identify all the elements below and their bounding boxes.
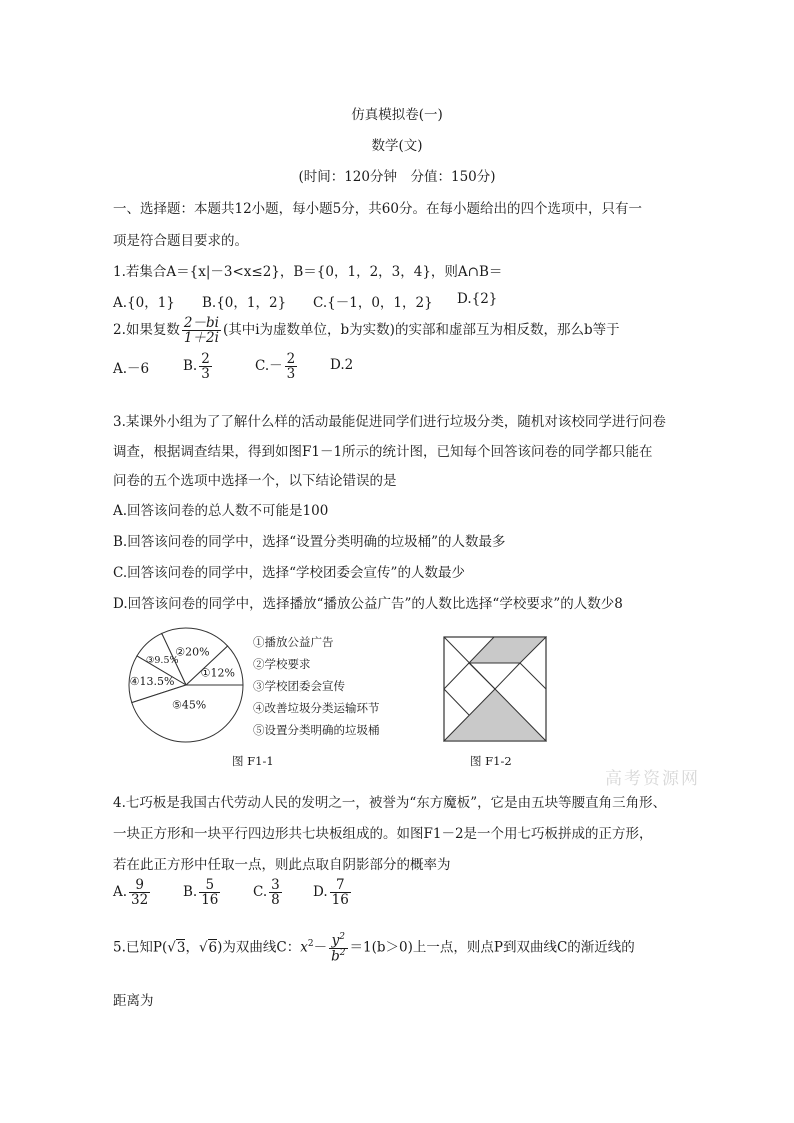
q3-line2: 调查，根据调查结果，得到如图F1－1所示的统计图，已知每个回答该问卷的同学都只能在 [113, 444, 653, 460]
q4-d-num: 7 [330, 878, 351, 893]
q4-b-num: 5 [199, 878, 220, 893]
q2-option-c-label: C.－ [255, 358, 283, 375]
q4-a-num: 9 [129, 878, 150, 893]
q4-c-num: 3 [271, 877, 280, 893]
pie-label-5: ⑤45% [171, 698, 207, 712]
q4-line2: 一块正方形和一块平行四边形共七块板组成的。如图F1－2是一个用七巧板拼成的正方形， [113, 826, 653, 842]
q4-b-frac [199, 878, 220, 907]
q4-b-den: 16 [201, 892, 219, 909]
pie-label-3: ③9.5% [145, 654, 179, 666]
q3-option-b: B.回答该问卷的同学中，选择“设置分类明确的垃圾桶”的人数最多 [113, 534, 506, 550]
q5-line2: 距离为 [113, 993, 154, 1009]
q5-y-exp: 2 [339, 932, 345, 942]
q2-c-num: 2 [286, 351, 296, 367]
figure2-caption: 图 F1-2 [470, 754, 512, 768]
q2-option-c [255, 352, 299, 381]
q2-b-den: 3 [201, 366, 210, 383]
q3-option-c: C.回答该问卷的同学中，选择“学校团委会宣传”的人数最少 [113, 565, 465, 581]
q4-d-frac [330, 878, 351, 907]
q4-line3: 若在此正方形中任取一点，则此点取自阴影部分的概率为 [113, 857, 451, 873]
section-heading-line2: 项是符合题目要求的。 [113, 233, 248, 249]
subject-title: 数学(文) [371, 138, 423, 154]
pie-label-2: ②20% [175, 645, 210, 659]
pie-label-4: ④13.5% [129, 675, 175, 689]
q2-option-c-frac [285, 352, 298, 381]
q2-option-a: A.－6 [113, 361, 150, 377]
q2-frac-den: 1＋2i [183, 330, 219, 347]
q4-d-den: 16 [331, 892, 349, 909]
legend-item-3: ③学校团委会宣传 [253, 679, 345, 693]
q5-frac-den [329, 949, 347, 964]
pie-chart [118, 626, 258, 746]
q5-x-exp: 2 [307, 939, 314, 950]
tangram-figure [443, 636, 547, 742]
q3-line3: 问卷的五个选项中选择一个，以下结论错误的是 [113, 473, 397, 489]
q5-sqrt6: √6 [198, 939, 218, 956]
legend-item-2: ②学校要求 [253, 657, 311, 671]
q2-b-num: 2 [201, 351, 210, 367]
q5-eq: ＝1(b＞0) [349, 939, 413, 956]
q2-prefix: 2.如果复数 [113, 322, 180, 339]
q3-option-d: D.回答该问卷的同学中，选择播放“播放公益广告”的人数比选择“学校要求”的人数少8 [113, 596, 623, 612]
q5-b-exp: 2 [339, 947, 346, 958]
q1-option-d: D.{2} [457, 291, 498, 307]
q4-option-d [313, 878, 353, 907]
legend-item-1: ①播放公益广告 [253, 635, 334, 649]
q4-a-frac [129, 878, 150, 907]
q2-stem [113, 316, 620, 345]
page-title: 仿真模拟卷(一) [351, 107, 443, 123]
q4-option-c [253, 878, 284, 907]
q4-a-label: A. [113, 884, 128, 901]
q5-b: b [331, 948, 340, 965]
q4-option-a [113, 878, 152, 907]
q5-comma: ， [185, 939, 199, 956]
q2-frac-num: 2－bi [183, 315, 219, 331]
q5-prefix: 5.已知P( [113, 939, 168, 956]
q5-x: x [300, 939, 308, 956]
q5-stem [113, 933, 635, 963]
pie-label-1: ①12% [200, 666, 235, 680]
q5-mid: )为双曲线C： [217, 939, 301, 956]
q5-y: y [331, 932, 340, 949]
q5-sqrt6-radicand: 6 [208, 939, 218, 956]
q4-a-den: 32 [131, 892, 149, 909]
q4-c-den: 8 [271, 892, 280, 909]
legend-item-4: ④改善垃圾分类运输环节 [253, 701, 380, 715]
q2-c-den: 3 [286, 366, 296, 383]
q2-option-d: D.2 [330, 357, 354, 373]
q4-line1: 4.七巧板是我国古代劳动人民的发明之一，被誉为“东方魔板”，它是由五块等腰直角三角形、 [113, 795, 667, 811]
q3-line1: 3.某课外小组为了了解什么样的活动最能促进同学们进行垃圾分类，随机对该校同学进行问卷 [113, 414, 666, 430]
q2-option-b [183, 352, 214, 381]
q5-sqrt3: √3 [167, 939, 186, 956]
q4-option-b [183, 878, 222, 907]
q4-b-label: B. [183, 884, 198, 901]
time-info: (时间：120分钟 分值：150分) [298, 169, 496, 185]
q5-minus: － [313, 939, 328, 956]
q4-c-label: C. [253, 884, 268, 901]
watermark-text: 高考资源网 [605, 769, 700, 789]
q2-fraction [182, 316, 221, 345]
section-heading-line1: 一、选择题：本题共12小题，每小题5分，共60分。在每小题给出的四个选项中，只有一 [113, 201, 642, 217]
q2-suffix: (其中i为虚数单位，b为实数)的实部和虚部互为相反数，那么b等于 [222, 322, 620, 339]
q1-stem: 1.若集合A＝{x|－3<x≤2}，B＝{0，1，2，3，4}，则A∩B＝ [113, 264, 503, 280]
q1-option-c: C.{－1，0，1，2} [313, 295, 433, 311]
q3-option-a: A.回答该问卷的总人数不可能是100 [113, 503, 329, 519]
q5-fraction [329, 933, 347, 963]
q4-d-label: D. [313, 884, 328, 901]
figure1-caption: 图 F1-1 [232, 754, 274, 768]
q1-option-b: B.{0，1，2} [202, 295, 287, 311]
q5-sqrt3-radicand: 3 [176, 939, 186, 956]
q5-suffix: 上一点，则点P到双曲线C的渐近线的 [412, 939, 635, 956]
q4-c-frac [269, 878, 282, 907]
q5-frac-num [329, 933, 347, 949]
legend-item-5: ⑤设置分类明确的垃圾桶 [253, 723, 380, 737]
q2-option-b-label: B. [183, 358, 198, 375]
q2-option-b-frac [199, 352, 212, 381]
q1-option-a: A.{0，1} [113, 295, 175, 311]
pie-legend [253, 631, 380, 741]
